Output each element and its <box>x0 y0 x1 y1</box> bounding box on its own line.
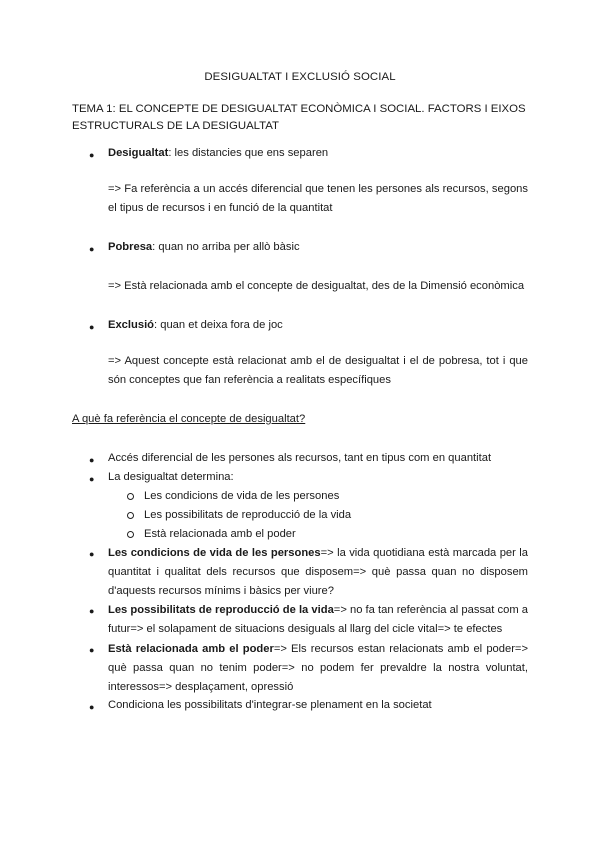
circle-bullet-icon <box>127 531 134 538</box>
definition-note: => Aquest concepte està relacionat amb el de desigualtat i el de pobresa, tot i que són conceptes que fan referència a realitats específiques <box>108 355 528 386</box>
list-item: Condiciona les possibilitats d'integrar-se plenament en la societat <box>108 699 432 711</box>
definition-text: : quan et deixa fora de joc <box>154 319 283 331</box>
bullet-icon: ● <box>89 150 95 160</box>
sub-list-item: Està relacionada amb el poder <box>144 528 296 540</box>
bullet-icon: ● <box>89 702 95 712</box>
definition-note: => Fa referència a un accés diferencial que tenen les persones als recursos, segons el tipus de recursos i en funció de la quantitat <box>108 183 528 214</box>
list-item-poder <box>108 640 528 697</box>
list-item: Accés diferencial de les persones als recursos, tant en tipus com en quantitat <box>108 452 492 464</box>
list-item-term: Està relacionada amb el poder <box>108 643 274 655</box>
bullet-icon: ● <box>89 645 95 655</box>
list-item-condicions <box>108 544 528 601</box>
definition-text: : quan no arriba per allò bàsic <box>152 241 300 253</box>
list-item-text: => la vida quotidiana està marcada per la quantitat i qualitat dels recursos que disposem=> què passa quan no disposem d'aquests recursos mínims i bàsics per viure? <box>108 547 528 597</box>
definition-term: Desigualtat <box>108 147 169 159</box>
list-item: La desigualtat determina: <box>108 471 234 483</box>
section-question: A què fa referència el concepte de desigualtat? <box>72 413 306 425</box>
list-item-text: => no fa tan referència al passat com a futur=> el solapament de situacions desiguals al llarg del cicle vital=> te efectes <box>108 604 528 635</box>
definition-desigualtat <box>108 147 328 159</box>
definition-exclusio <box>108 319 283 331</box>
bullet-icon: ● <box>89 244 95 254</box>
document-title: DESIGUALTAT I EXCLUSIÓ SOCIAL <box>204 71 396 83</box>
definition-note: => Està relacionada amb el concepte de desigualtat, des de la Dimensió econòmica <box>108 280 525 292</box>
definition-pobresa <box>108 241 300 253</box>
definition-term: Exclusió <box>108 319 155 331</box>
list-item-term: Les condicions de vida de les persones <box>108 547 321 559</box>
list-item-text: => Els recursos estan relacionats amb el poder=> què passa quan no tenim poder=> no podem fer prevaldre la nostra voluntat, interessos=> desplaçament, opressió <box>108 643 529 693</box>
bullet-icon: ● <box>89 606 95 616</box>
sub-list-item: Les possibilitats de reproducció de la vida <box>144 509 352 521</box>
circle-bullet-icon <box>127 493 134 500</box>
circle-bullet-icon <box>127 512 134 519</box>
bullet-icon: ● <box>89 322 95 332</box>
bullet-icon: ● <box>89 549 95 559</box>
list-item-term: Les possibilitats de reproducció de la vida <box>108 604 334 616</box>
bullet-icon: ● <box>89 474 95 484</box>
definition-text: : les distancies que ens separen <box>168 147 329 159</box>
definition-term: Pobresa <box>108 241 153 253</box>
sub-list-item: Les condicions de vida de les persones <box>144 490 340 502</box>
topic-heading: TEMA 1: EL CONCEPTE DE DESIGUALTAT ECONÒMICA I SOCIAL. FACTORS I EIXOS ESTRUCTURALS DE LA DESIGUALTAT <box>72 103 526 132</box>
list-item-possibilitats <box>108 601 528 639</box>
bullet-icon: ● <box>89 455 95 465</box>
